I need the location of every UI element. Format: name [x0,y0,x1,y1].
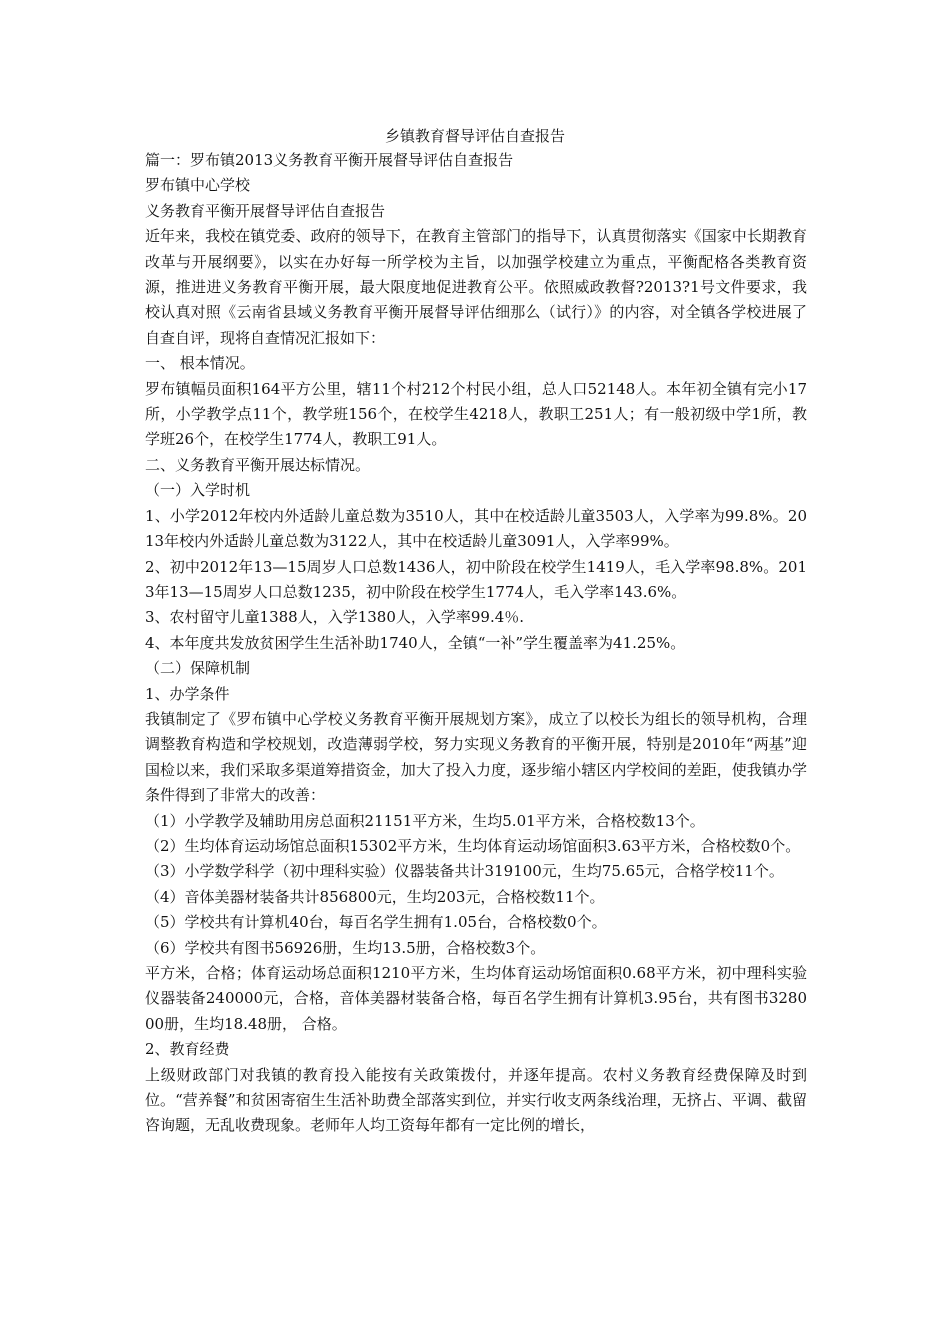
paragraph-1: 篇一：罗布镇2013义务教育平衡开展督导评估自查报告 [145,151,514,169]
paragraph-5: 一、 根本情况。 [145,354,255,373]
paragraph-23: 2、教育经费 [145,1040,230,1059]
paragraph-18: （3）小学数学科学（初中理科实验）仪器装备共计319100元，生均75.65元，合格学校11个。 [145,862,784,881]
paragraph-20: （5）学校共有计算机40台，每百名学生拥有1.05台，合格校数0个。 [145,913,607,932]
document-body [145,148,807,1139]
paragraph-2: 罗布镇中心学校 [145,176,251,195]
paragraph-10: 2、初中2012年13—15周岁人口总数1436人，初中阶段在校学生1419人，毛入学率98.8%。2013年13—15周岁人口总数1235，初中阶段在校学生1774人，毛入学率143.6%。 [145,557,807,601]
paragraph-12: 4、本年度共发放贫困学生生活补助1740人，全镇“一补”学生覆盖率为41.25%。 [145,633,686,652]
paragraph-15: 我镇制定了《罗布镇中心学校义务教育平衡开展规划方案》，成立了以校长为组长的领导机构，合理调整教育构造和学校规划，改造薄弱学校，努力实现义务教育的平衡开展，特别是2010年“两基”迎国检以来，我们采取多渠道筹措资金，加大了投入力度，逐步缩小辖区内学校间的差距，使我镇办学条件得到了非常大的改善： [145,709,807,805]
document-title: 乡镇教育督导评估自查报告 [384,127,565,145]
paragraph-22: 平方米，合格；体育运动场总面积1210平方米，生均体育运动场馆面积0.68平方米，初中理科实验仪器装备240000元，合格，音体美器材装备合格，每百名学生拥有计算机3.95台，共有图书328000册，生均18.48册， 合格。 [145,964,807,1033]
paragraph-19: （4）音体美器材装备共计856800元，生均203元，合格校数11个。 [145,887,605,906]
paragraph-7: 二、义务教育平衡开展达标情况。 [145,455,371,474]
paragraph-6: 罗布镇幅员面积164平方公里，辖11个村212个村民小组，总人口52148人。本年初全镇有完小17所，小学教学点11个，教学班156个，在校学生4218人，教职工251人；有一般初级中学1所，教学班26个，在校学生1774人，教职工91人。 [145,379,807,449]
paragraph-3: 义务教育平衡开展督导评估自查报告 [145,201,386,220]
paragraph-17: （2）生均体育运动场馆总面积15302平方米，生均体育运动场馆面积3.63平方米，合格校数0个。 [145,836,801,855]
paragraph-11: 3、农村留守儿童1388人，入学1380人，入学率99.4％. [145,608,525,627]
paragraph-9: 1、小学2012年校内外适龄儿童总数为3510人，其中在校适龄儿童3503人，入学率为99.8%。2013年校内外适龄儿童总数为3122人，其中在校适龄儿童3091人，入学率99%。 [145,506,807,551]
paragraph-24: 上级财政部门对我镇的教育投入能按有关政策拨付，并逐年提高。农村义务教育经费保障及时到位。“营养餐”和贫困寄宿生生活补助费全部落实到位，并实行收支两条线治理，无挤占、平调、截留咨询题，无乱收费现象。老师年人均工资每年都有一定比例的增长， [145,1065,807,1135]
paragraph-13: （二）保障机制 [145,659,251,678]
paragraph-8: （一）入学时机 [145,481,251,500]
paragraph-16: （1）小学教学及辅助用房总面积21151平方米，生均5.01平方米，合格校数13个。 [145,811,705,830]
paragraph-14: 1、办学条件 [145,684,230,703]
paragraph-21: （6）学校共有图书56926册，生均13.5册，合格校数3个。 [145,938,546,957]
paragraph-4: 近年来，我校在镇党委、政府的领导下，在教育主管部门的指导下，认真贯彻落实《国家中长期教育改革与开展纲要》，以实在办好每一所学校为主旨，以加强学校建立为重点，平衡配格各类教育资源，推进进义务教育平衡开展，最大限度地促进教育公平。依照威政教督?2013?1号文件要求，我校认真对照《云南省县域义务教育平衡开展督导评估细那么（试行）》的内容，对全镇各学校进展了自查自评，现将自查情况汇报如下： [145,227,807,347]
